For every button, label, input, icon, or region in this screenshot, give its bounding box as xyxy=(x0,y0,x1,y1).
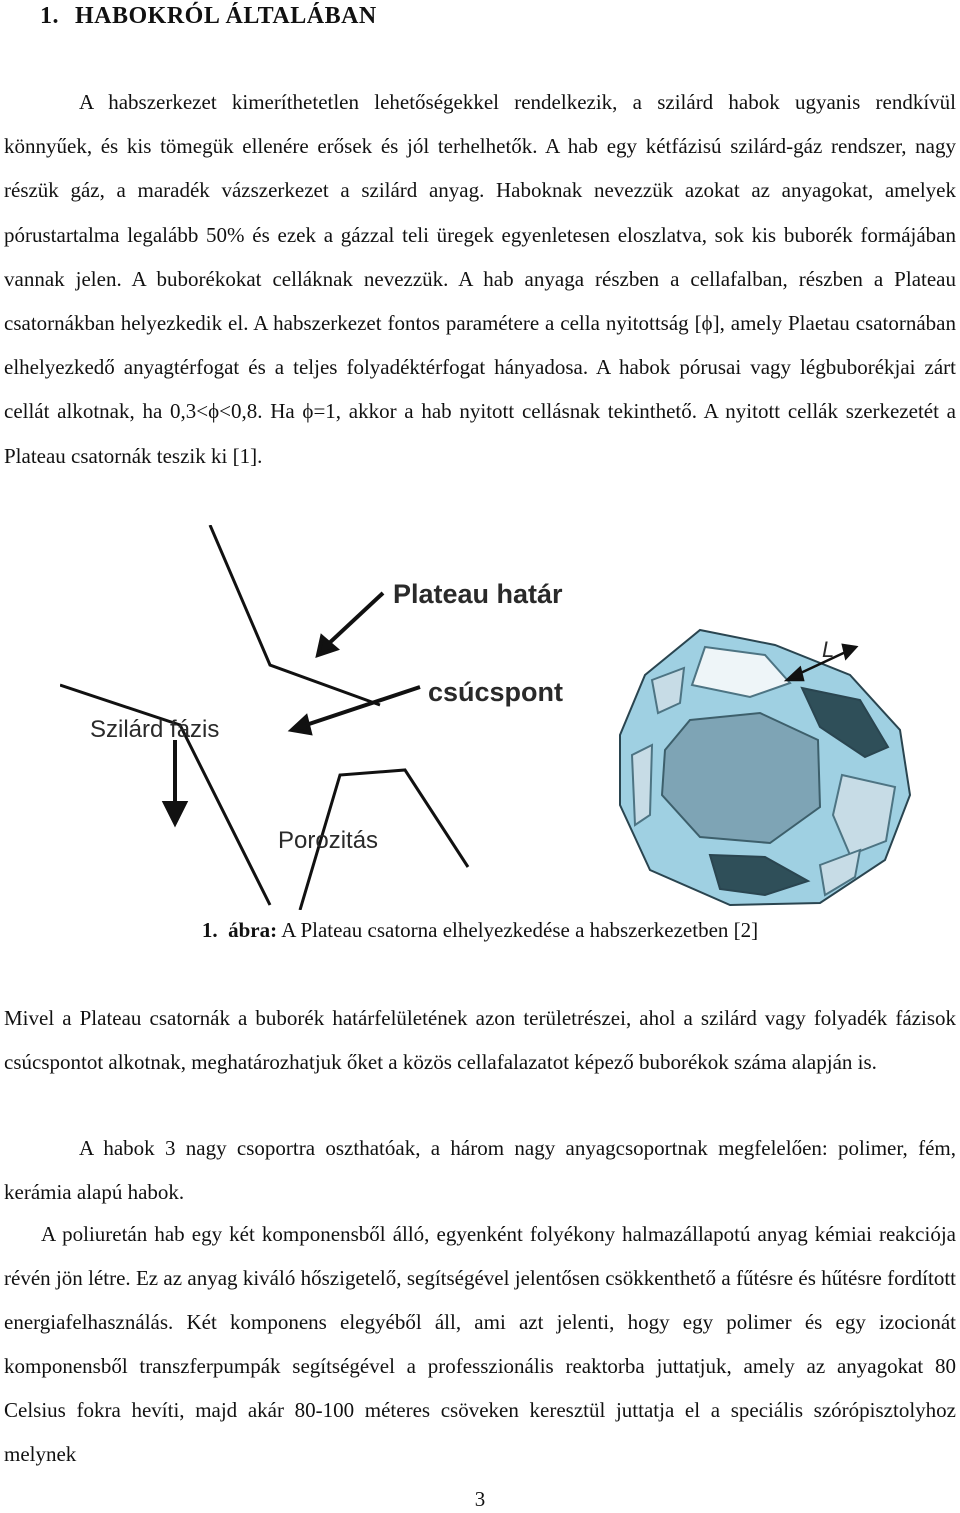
page-number: 3 xyxy=(474,1487,486,1511)
plateau-schematic-arrows xyxy=(165,593,420,823)
label-vertex: csúcspont xyxy=(428,677,564,707)
length-arrow-head-right xyxy=(843,645,856,658)
solid-arrow-head xyxy=(165,803,185,823)
section-title: HABOKRÓL ÁLTALÁBAN xyxy=(75,3,377,29)
label-solid-phase: Szilárd fázis xyxy=(90,716,220,743)
polyurethane-paragraph: A poliuretán hab egy két komponensből álló, egyenként folyékony halmazállapotú anyag kémiai reakciója révén jön létre. Ez az anyag kiváló hőszigetelő, segítségével jelentősen csökkenthető a fűtésre és hűtésre fordított energiafelhasználás. Két komponens elegyéből áll, ami azt jelenti, hogy egy polimer és egy izocionát komponensből transzferpumpák segítségével a professzionális reaktorba juttatjuk, amely az anyagokat 80 Celsius fokra hevíti, majd akár 80-100 méteres csöveken keresztül juttatja el a speciális szórópisztolyhoz melynek xyxy=(4,1222,956,1466)
vertex-arrow-head xyxy=(292,717,310,733)
plateau-figure-svg xyxy=(60,525,960,910)
caption-label: ábra: xyxy=(228,918,278,942)
plateau-arrow-line xyxy=(325,593,383,647)
plateau-figure xyxy=(60,525,960,910)
border-line-upper-left xyxy=(210,525,380,705)
plateau-paragraph: Mivel a Plateau csatornák a buborék határfelületének azon területrészei, ahol a szilárd vagy folyadék fázisok csúcspontot alkotnak, meghatározhatjuk őket a közös cellafalazatot képező buborékok száma alapján is. xyxy=(4,1006,956,1075)
figure-caption xyxy=(0,912,960,948)
foam-cell xyxy=(620,630,910,905)
section-heading xyxy=(40,0,377,32)
caption-number: 1. xyxy=(201,918,218,942)
label-plateau-border: Plateau határ xyxy=(393,579,563,609)
label-porosity: Porozitás xyxy=(278,827,379,854)
label-length: L xyxy=(822,637,835,662)
caption-text: A Plateau csatorna elhelyezkedése a habszerkezetben [2] xyxy=(281,918,759,942)
groups-paragraph: A habok 3 nagy csoportra oszthatóak, a három nagy anyagcsoportnak megfelelően: polimer, fém, kerámia alapú habok. xyxy=(4,1136,956,1204)
cell-window-left xyxy=(632,745,652,825)
intro-paragraph: A habszerkezet kimeríthetetlen lehetőségekkel rendelkezik, a szilárd habok ugyanis rendkívül könnyűek, és kis tömegük ellenére erősek és jól terhelhetők. A hab egy kétfázisú szilárd-gáz rendszer, nagy részük gáz, a maradék vázszerkezet a szilárd anyag. Haboknak nevezzük azokat az anyagokat, amelyek pórustartalma legalább 50% és ezek a gázzal teli üregek egyenletesen eloszlatva, sok kis buborék formájában vannak jelen. A buborékokat celláknak nevezzük. A hab anyaga részben a cellafalban, részben a Plateau csatornákban helyezkedik el. A habszerkezet fontos paramétere a cella nyitottság [ϕ], amely Plaetau csatornában elhelyezkedő anyagtérfogat és a teljes folyadéktérfogat hányadosa. A habok pórusai vagy légbuborékjai zárt cellát alkotnak, ha 0,3<ϕ<0,8. Ha ϕ=1, akkor a hab nyitott cellásnak tekinthető. A nyitott cellák szerkezetét a Plateau csatornák teszik ki [1]. xyxy=(4,90,956,468)
vertex-arrow-line xyxy=(300,687,420,727)
section-number: 1. xyxy=(40,3,59,29)
